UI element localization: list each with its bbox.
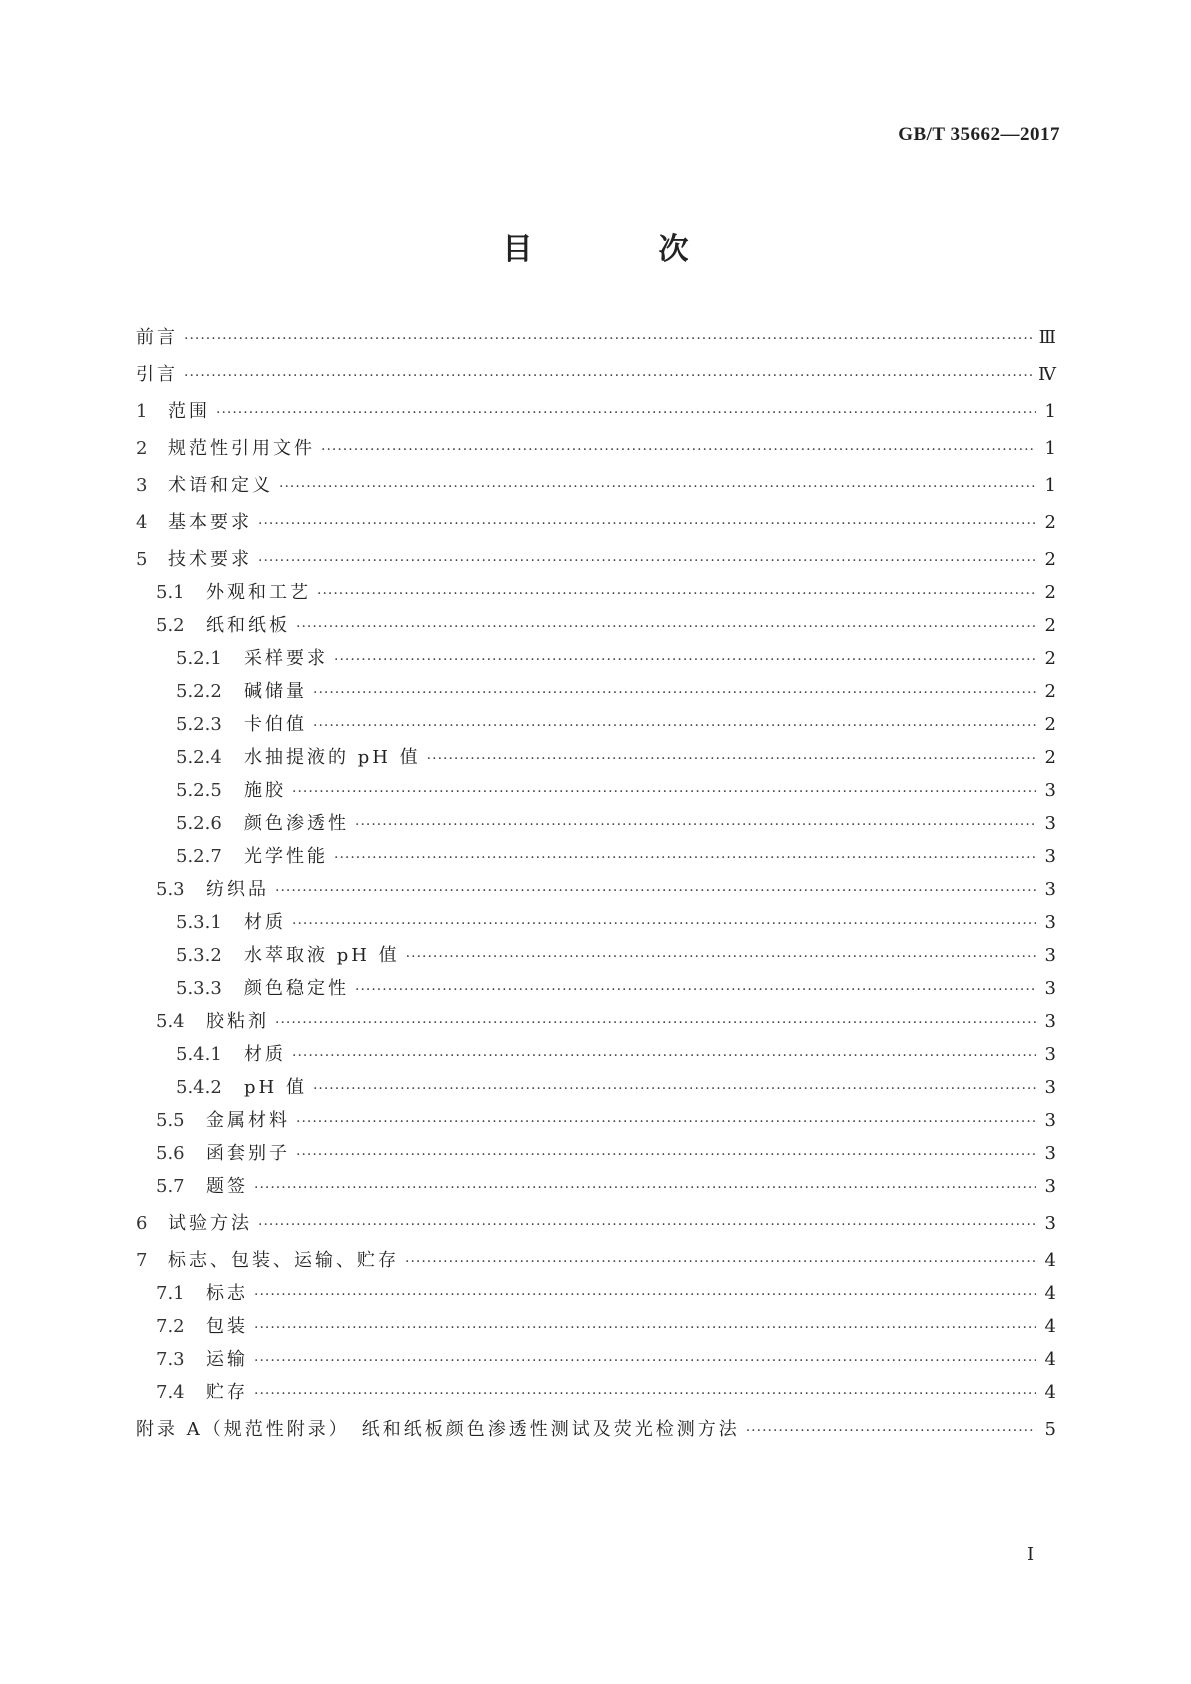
toc-entry[interactable] bbox=[136, 437, 1056, 462]
toc-entry-number: 7.4 bbox=[156, 1382, 185, 1403]
toc-entry-title: 卡伯值 bbox=[244, 714, 307, 735]
toc-entry-title: 纸和纸板 bbox=[206, 615, 290, 636]
toc-entry[interactable] bbox=[136, 400, 1056, 425]
toc-entry-page: 3 bbox=[1044, 846, 1056, 867]
toc-entry[interactable] bbox=[136, 1249, 1056, 1274]
toc-entry-number: 5.2.7 bbox=[176, 846, 222, 867]
toc-entry[interactable] bbox=[136, 878, 1056, 903]
toc-entry[interactable] bbox=[136, 977, 1056, 1002]
toc-entry-page: 2 bbox=[1044, 615, 1056, 636]
standard-code: GB/T 35662—2017 bbox=[898, 124, 1060, 145]
toc-entry-number: 5.3.2 bbox=[176, 945, 222, 966]
toc-entry-number: 2 bbox=[136, 438, 148, 459]
toc-entry-page: 4 bbox=[1044, 1316, 1056, 1337]
toc-entry-page: 4 bbox=[1044, 1349, 1056, 1370]
toc-entry-page: 3 bbox=[1044, 1110, 1056, 1131]
toc-entry[interactable] bbox=[136, 1175, 1056, 1200]
dot-leader bbox=[313, 714, 1036, 738]
dot-leader bbox=[254, 1283, 1036, 1307]
toc-entry-page: 3 bbox=[1044, 1044, 1056, 1065]
toc-entry[interactable] bbox=[136, 647, 1056, 672]
dot-leader bbox=[355, 978, 1036, 1002]
toc-entry-page: 4 bbox=[1044, 1382, 1056, 1403]
toc-entry[interactable] bbox=[136, 713, 1056, 738]
dot-leader bbox=[275, 1011, 1036, 1035]
toc-entry-title: 光学性能 bbox=[244, 846, 328, 867]
toc-entry[interactable] bbox=[136, 1418, 1056, 1443]
toc-entry[interactable] bbox=[136, 680, 1056, 705]
toc-entry-page: 1 bbox=[1044, 475, 1056, 496]
dot-leader bbox=[216, 401, 1036, 425]
dot-leader bbox=[296, 1143, 1036, 1167]
dot-leader bbox=[275, 879, 1036, 903]
toc-entry-title: 引言 bbox=[136, 364, 178, 385]
toc-entry-title: 标志 bbox=[206, 1283, 248, 1304]
toc-entry[interactable] bbox=[136, 614, 1056, 639]
dot-leader bbox=[334, 648, 1036, 672]
toc-entry-page: 4 bbox=[1044, 1283, 1056, 1304]
toc-entry-page: 3 bbox=[1044, 879, 1056, 900]
toc-entry-page: 3 bbox=[1044, 813, 1056, 834]
toc-entry-number: 5.2.3 bbox=[176, 714, 222, 735]
dot-leader bbox=[258, 549, 1036, 573]
toc-entry-number: 5.4.1 bbox=[176, 1044, 222, 1065]
toc-entry-number: 5.2.5 bbox=[176, 780, 222, 801]
toc-entry-title: 胶粘剂 bbox=[206, 1011, 269, 1032]
toc-entry-title: 标志、包装、运输、贮存 bbox=[168, 1250, 399, 1271]
toc-entry-page: 1 bbox=[1044, 401, 1056, 422]
toc-entry-title: 题签 bbox=[206, 1176, 248, 1197]
toc-entry-page: 3 bbox=[1044, 978, 1056, 999]
toc-entry-number: 5.6 bbox=[156, 1143, 185, 1164]
toc-entry-page: 3 bbox=[1044, 780, 1056, 801]
toc-entry-title: 颜色稳定性 bbox=[244, 978, 349, 999]
toc-entry-number: 7.3 bbox=[156, 1349, 185, 1370]
toc-entry-page: 1 bbox=[1044, 438, 1056, 459]
toc-entry[interactable] bbox=[136, 1043, 1056, 1068]
toc-entry-page: 3 bbox=[1044, 1213, 1056, 1234]
toc-entry[interactable] bbox=[136, 812, 1056, 837]
dot-leader bbox=[746, 1419, 1036, 1443]
toc-entry-number: 5.4 bbox=[156, 1011, 185, 1032]
toc-entry-number: 7.1 bbox=[156, 1283, 185, 1304]
toc-entry-title: 材质 bbox=[244, 912, 286, 933]
toc-entry-number: 4 bbox=[136, 512, 148, 533]
toc-entry-number: 7 bbox=[136, 1250, 148, 1271]
toc-entry-page: 3 bbox=[1044, 945, 1056, 966]
toc-entry[interactable] bbox=[136, 363, 1056, 388]
toc-entry-number: 7.2 bbox=[156, 1316, 185, 1337]
toc-entry-title: 规范性引用文件 bbox=[168, 438, 315, 459]
toc-entry[interactable] bbox=[136, 746, 1056, 771]
toc-entry-title: 颜色渗透性 bbox=[244, 813, 349, 834]
toc-entry-number: 5.1 bbox=[156, 582, 185, 603]
toc-entry[interactable] bbox=[136, 1142, 1056, 1167]
toc-entry[interactable] bbox=[136, 548, 1056, 573]
toc-entry-number: 5.3.3 bbox=[176, 978, 222, 999]
toc-entry-title: 包装 bbox=[206, 1316, 248, 1337]
toc-entry-number: 1 bbox=[136, 401, 148, 422]
page-number: I bbox=[1027, 1544, 1035, 1565]
dot-leader bbox=[296, 1110, 1036, 1134]
toc-entry[interactable] bbox=[136, 1282, 1056, 1307]
toc-entry[interactable] bbox=[136, 779, 1056, 804]
table-of-contents bbox=[136, 326, 1056, 1443]
toc-entry-page: 3 bbox=[1044, 1011, 1056, 1032]
toc-entry-title: 金属材料 bbox=[206, 1110, 290, 1131]
toc-entry-number: 5.3 bbox=[156, 879, 185, 900]
toc-entry-title: 基本要求 bbox=[168, 512, 252, 533]
toc-entry-number: 3 bbox=[136, 475, 148, 496]
dot-leader bbox=[313, 1077, 1036, 1101]
dot-leader bbox=[334, 846, 1036, 870]
toc-entry[interactable] bbox=[136, 581, 1056, 606]
toc-entry-page: 3 bbox=[1044, 912, 1056, 933]
dot-leader bbox=[406, 945, 1036, 969]
toc-entry-page: 3 bbox=[1044, 1176, 1056, 1197]
toc-entry[interactable] bbox=[136, 1381, 1056, 1406]
dot-leader bbox=[427, 747, 1036, 771]
toc-entry-page: 3 bbox=[1044, 1143, 1056, 1164]
toc-entry-title: 材质 bbox=[244, 1044, 286, 1065]
toc-entry-page: 5 bbox=[1044, 1419, 1056, 1440]
dot-leader bbox=[296, 615, 1036, 639]
toc-entry[interactable] bbox=[136, 845, 1056, 870]
toc-entry-number: 5.3.1 bbox=[176, 912, 222, 933]
toc-entry-page: 2 bbox=[1044, 582, 1056, 603]
dot-leader bbox=[184, 327, 1033, 351]
dot-leader bbox=[279, 475, 1036, 499]
toc-entry-title: pH 值 bbox=[244, 1077, 307, 1098]
toc-entry[interactable] bbox=[136, 1076, 1056, 1101]
toc-entry-page: 2 bbox=[1044, 747, 1056, 768]
toc-entry-page: 2 bbox=[1044, 681, 1056, 702]
toc-entry[interactable] bbox=[136, 911, 1056, 936]
toc-entry[interactable] bbox=[136, 1212, 1056, 1237]
dot-leader bbox=[292, 912, 1036, 936]
toc-entry-title: 外观和工艺 bbox=[206, 582, 311, 603]
dot-leader bbox=[355, 813, 1036, 837]
toc-entry-title: 试验方法 bbox=[168, 1213, 252, 1234]
toc-entry-number: 5.4.2 bbox=[176, 1077, 222, 1098]
toc-entry-title: 范围 bbox=[168, 401, 210, 422]
toc-entry-page: Ⅲ bbox=[1038, 327, 1056, 348]
toc-entry-title: 附录 A（规范性附录） 纸和纸板颜色渗透性测试及荧光检测方法 bbox=[136, 1419, 740, 1440]
dot-leader bbox=[254, 1176, 1036, 1200]
toc-entry[interactable] bbox=[136, 326, 1056, 351]
toc-entry-number: 5.2.1 bbox=[176, 648, 222, 669]
dot-leader bbox=[258, 1213, 1036, 1237]
dot-leader bbox=[184, 364, 1032, 388]
toc-entry[interactable] bbox=[136, 944, 1056, 969]
toc-entry[interactable] bbox=[136, 1348, 1056, 1373]
toc-entry-title: 纺织品 bbox=[206, 879, 269, 900]
toc-entry-number: 5.5 bbox=[156, 1110, 185, 1131]
dot-leader bbox=[313, 681, 1036, 705]
toc-entry-page: 3 bbox=[1044, 1077, 1056, 1098]
toc-entry-title: 函套别子 bbox=[206, 1143, 290, 1164]
toc-entry-number: 5 bbox=[136, 549, 148, 570]
toc-entry-number: 5.2.6 bbox=[176, 813, 222, 834]
dot-leader bbox=[292, 1044, 1036, 1068]
toc-entry-title: 水抽提液的 pH 值 bbox=[244, 747, 421, 768]
dot-leader bbox=[254, 1349, 1036, 1373]
toc-entry-title: 贮存 bbox=[206, 1382, 248, 1403]
toc-entry-title: 碱储量 bbox=[244, 681, 307, 702]
toc-entry[interactable] bbox=[136, 1109, 1056, 1134]
toc-entry-number: 5.2.4 bbox=[176, 747, 222, 768]
toc-entry[interactable] bbox=[136, 1315, 1056, 1340]
toc-entry-page: 2 bbox=[1044, 549, 1056, 570]
toc-entry-number: 5.2.2 bbox=[176, 681, 222, 702]
toc-entry-number: 5.7 bbox=[156, 1176, 185, 1197]
toc-entry-page: 4 bbox=[1044, 1250, 1056, 1271]
toc-entry-title: 技术要求 bbox=[168, 549, 252, 570]
toc-entry-page: 2 bbox=[1044, 714, 1056, 735]
toc-entry-title: 水萃取液 pH 值 bbox=[244, 945, 400, 966]
dot-leader bbox=[254, 1316, 1036, 1340]
toc-entry[interactable] bbox=[136, 1010, 1056, 1035]
toc-entry[interactable] bbox=[136, 511, 1056, 536]
dot-leader bbox=[258, 512, 1036, 536]
toc-entry-page: 2 bbox=[1044, 648, 1056, 669]
toc-entry-title: 前言 bbox=[136, 327, 178, 348]
dot-leader bbox=[292, 780, 1036, 804]
toc-entry-number: 5.2 bbox=[156, 615, 185, 636]
dot-leader bbox=[317, 582, 1036, 606]
toc-entry-page: 2 bbox=[1044, 512, 1056, 533]
toc-entry-title: 采样要求 bbox=[244, 648, 328, 669]
toc-entry-title: 运输 bbox=[206, 1349, 248, 1370]
toc-entry-title: 施胶 bbox=[244, 780, 286, 801]
dot-leader bbox=[405, 1250, 1036, 1274]
page-title: 目 次 bbox=[502, 232, 737, 267]
dot-leader bbox=[321, 438, 1036, 462]
toc-entry-page: Ⅳ bbox=[1038, 364, 1056, 385]
toc-entry[interactable] bbox=[136, 474, 1056, 499]
dot-leader bbox=[254, 1382, 1036, 1406]
toc-entry-number: 6 bbox=[136, 1213, 148, 1234]
toc-entry-title: 术语和定义 bbox=[168, 475, 273, 496]
